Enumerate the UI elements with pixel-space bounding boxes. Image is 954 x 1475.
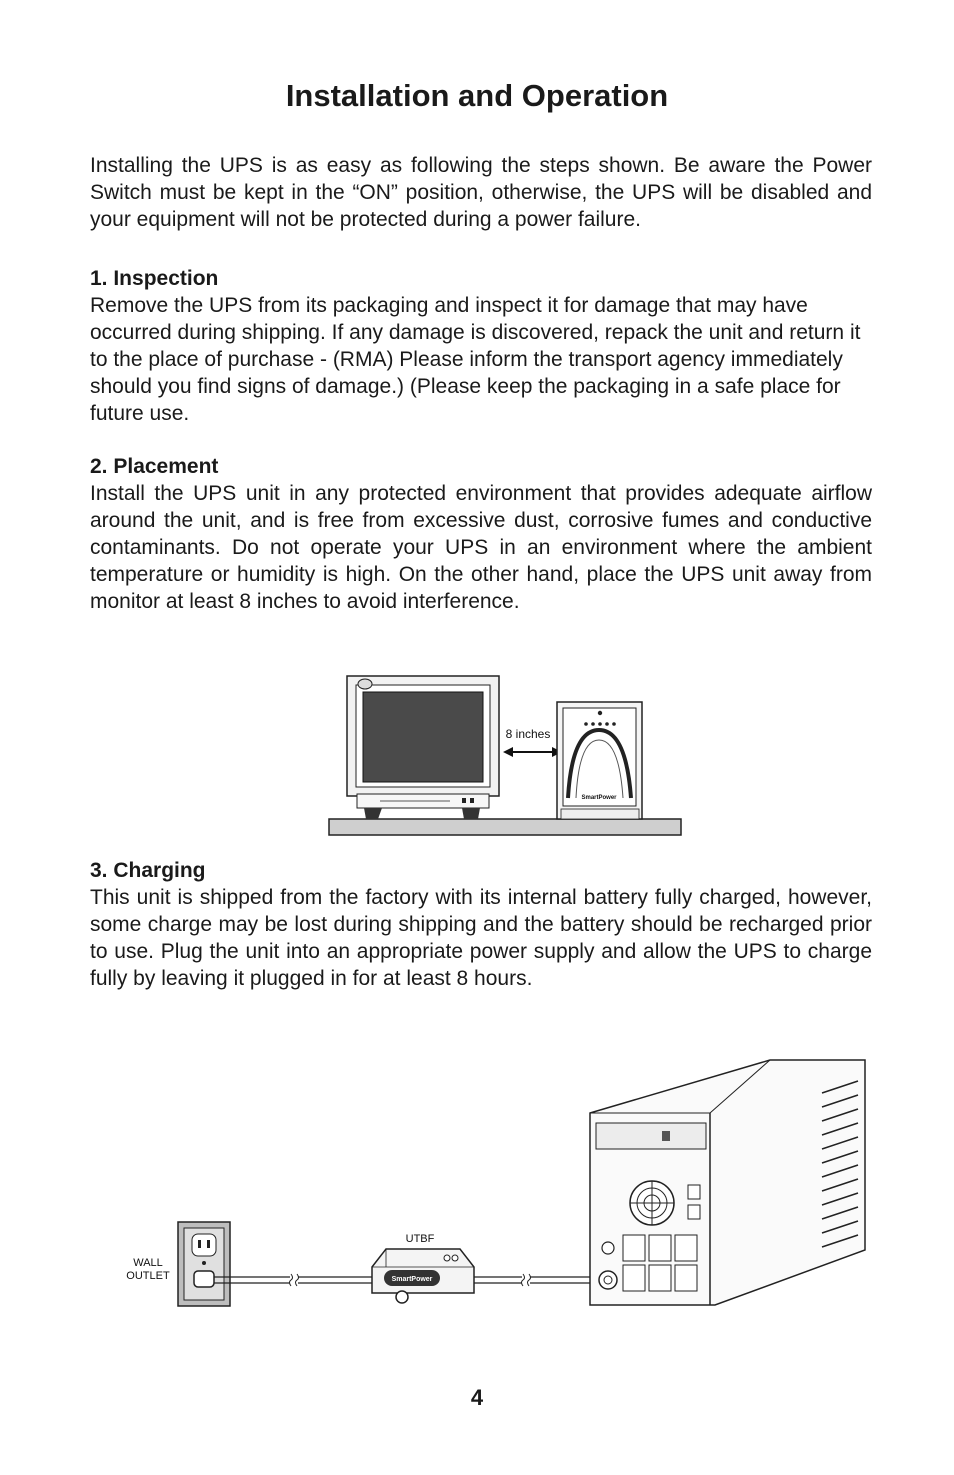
wall-outlet-label-line1: WALL	[133, 1257, 163, 1269]
monitor-illustration	[347, 676, 499, 819]
section-heading-placement: 2. Placement	[90, 455, 219, 478]
section-body-inspection: Remove the UPS from its packaging and inspect it for damage that may have occurred during shipping. If any damage is discovered, repack the unit and return it to the place of purchase - (RMA) Please inform the transport agency immediately should you find signs of damage.) (Please keep the packaging in a safe place for future use.	[90, 294, 861, 425]
page-number: 4	[470, 1385, 484, 1410]
page-title: Installation and Operation	[285, 78, 669, 113]
section-heading-charging: 3. Charging	[90, 859, 206, 882]
ups-tower-illustration	[557, 702, 642, 819]
distance-label: 8 inches	[505, 727, 551, 741]
ups-brand-label: SmartPower	[581, 795, 617, 801]
distance-arrow	[503, 747, 562, 757]
utbf-label: UTBF	[405, 1233, 435, 1245]
placement-figure	[320, 668, 690, 840]
utbf-brand-label: SmartPower	[391, 1276, 433, 1283]
shelf	[329, 819, 681, 835]
intro-paragraph: Installing the UPS is as easy as following the steps shown. Be aware the Power Switch must be kept in the “ON” position, otherwise, the UPS will be disabled and your equipment will not be protected during a power failure.	[90, 154, 872, 231]
section-body-charging: This unit is shipped from the factory with its internal battery fully charged, however, some charge may be lost during shipping and the battery should be recharged prior to use. Plug the unit into an appropriate power supply and allow the UPS to charge fully by leaving it plugged in for at least 8 hours.	[90, 886, 872, 990]
wall-outlet-illustration	[178, 1222, 230, 1306]
section-heading-inspection: 1. Inspection	[90, 267, 219, 290]
charging-figure	[110, 1055, 880, 1315]
ups-rear-illustration	[590, 1060, 865, 1305]
section-body-placement: Install the UPS unit in any protected environment that provides adequate airflow around the unit, and is free from excessive dust, corrosive fumes and conductive contaminants. Do not operate your UPS in an environment where the ambient temperature or humidity is high. On the other hand, place the UPS unit away from monitor at least 8 inches to avoid interference.	[90, 482, 872, 613]
wall-outlet-label-line2: OUTLET	[126, 1270, 170, 1282]
